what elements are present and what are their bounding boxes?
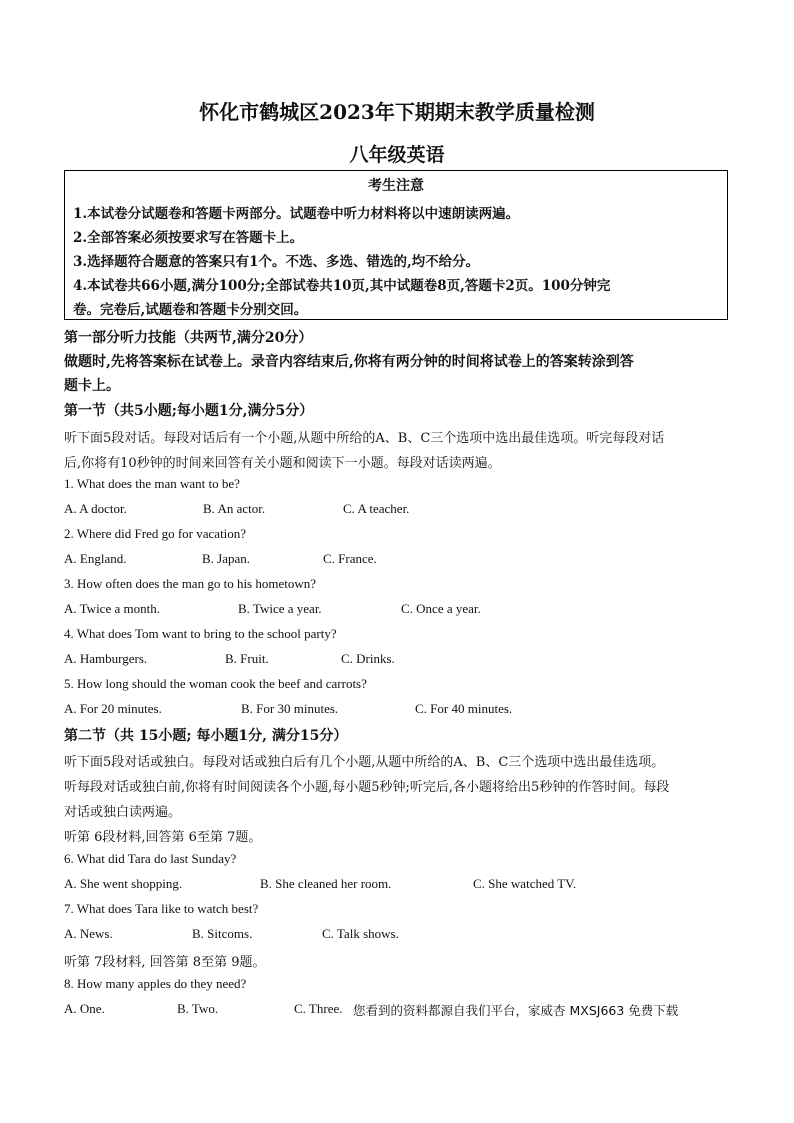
option-b: B. Sitcoms. — [192, 926, 253, 941]
question-2: 2. Where did Fred go for vacation? — [64, 526, 247, 541]
option-b: B. Fruit. — [225, 651, 269, 666]
notice-line: 3.选择题符合题意的答案只有1个。不选、多选、错选的,均不给分。 — [73, 254, 480, 270]
section1-instructions: 听下面5段对话。每段对话后有一个小题,从题中所给的A、B、C三个选项中选出最佳选项。听完每段对话 — [64, 431, 665, 446]
notice-box — [64, 170, 728, 320]
notice-line: 2.全部答案必须按要求写在答题卡上。 — [73, 230, 304, 246]
exam-subtitle: 八年级英语 — [349, 144, 445, 166]
question-7: 7. What does Tara like to watch best? — [64, 901, 259, 916]
part1-heading: 第一部分听力技能（共两节,满分20分） — [64, 330, 313, 346]
notice-line: 1.本试卷分试题卷和答题卡两部分。试题卷中听力材料将以中速朗读两遍。 — [73, 206, 520, 222]
part1-intro: 题卡上。 — [64, 378, 120, 394]
part1-intro: 做题时,先将答案标在试卷上。录音内容结束后,你将有两分钟的时间将试卷上的答案转涂到答 — [64, 354, 634, 370]
option-a: A. News. — [64, 926, 113, 941]
notice-line: 4.本试卷共66小题,满分100分;全部试卷共10页,其中试题卷8页,答题卡2页。100分钟完 — [73, 278, 611, 294]
option-a: A. One. — [64, 1001, 105, 1016]
section1-instructions: 后,你将有10秒钟的时间来回答有关小题和阅读下一小题。每段对话读两遍。 — [64, 456, 501, 471]
material-6-note: 听第 6段材料,回答第 6至第 7题。 — [64, 830, 262, 845]
option-a: A. She went shopping. — [64, 876, 183, 891]
material-7-note: 听第 7段材料, 回答第 8至第 9题。 — [64, 955, 266, 970]
question-6: 6. What did Tara do last Sunday? — [64, 851, 237, 866]
footer-watermark-text: 您看到的资料都源自我们平台，家威杏 MXSJ663 免费下载 — [353, 1003, 679, 1018]
option-c: C. Once a year. — [401, 601, 481, 616]
question-5: 5. How long should the woman cook the beef and carrots? — [64, 676, 367, 691]
section2-instructions: 听下面5段对话或独白。每段对话或独白后有几个小题,从题中所给的A、B、C三个选项中选出最佳选项。 — [64, 755, 665, 770]
question-3: 3. How often does the man go to his hometown? — [64, 576, 317, 591]
section1-heading: 第一节（共5小题;每小题1分,满分5分） — [64, 403, 314, 419]
option-c: C. Three. — [294, 1001, 343, 1016]
option-a: A. For 20 minutes. — [64, 701, 162, 716]
option-b: B. Twice a year. — [238, 601, 322, 616]
option-c: C. Talk shows. — [322, 926, 399, 941]
section2-instructions: 听每段对话或独白前,你将有时间阅读各个小题,每小题5秒钟;听完后,各小题将给出5秒钟的作答时间。每段 — [64, 780, 670, 795]
question-8: 8. How many apples do they need? — [64, 976, 247, 991]
section2-instructions: 对话或独白读两遍。 — [64, 805, 182, 820]
option-a: A. Twice a month. — [64, 601, 160, 616]
option-a: A. A doctor. — [64, 501, 127, 516]
option-a: A. Hamburgers. — [64, 651, 148, 666]
option-b: B. An actor. — [203, 501, 266, 516]
notice-heading: 考生注意 — [368, 178, 424, 194]
option-c: C. France. — [323, 551, 377, 566]
option-b: B. Japan. — [202, 551, 251, 566]
option-c: C. She watched TV. — [473, 876, 577, 891]
question-1: 1. What does the man want to be? — [64, 476, 240, 491]
notice-line: 卷。完卷后,试题卷和答题卡分别交回。 — [73, 302, 308, 318]
option-b: B. For 30 minutes. — [241, 701, 339, 716]
option-a: A. England. — [64, 551, 127, 566]
section2-heading: 第二节（共 15小题; 每小题1分, 满分15分） — [64, 728, 348, 744]
exam-title: 怀化市鹤城区2023年下期期末教学质量检测 — [199, 100, 595, 124]
option-b: B. Two. — [177, 1001, 219, 1016]
option-c: C. For 40 minutes. — [415, 701, 513, 716]
option-c: C. Drinks. — [341, 651, 395, 666]
option-b: B. She cleaned her room. — [260, 876, 392, 891]
option-c: C. A teacher. — [343, 501, 410, 516]
question-4: 4. What does Tom want to bring to the school party? — [64, 626, 337, 641]
